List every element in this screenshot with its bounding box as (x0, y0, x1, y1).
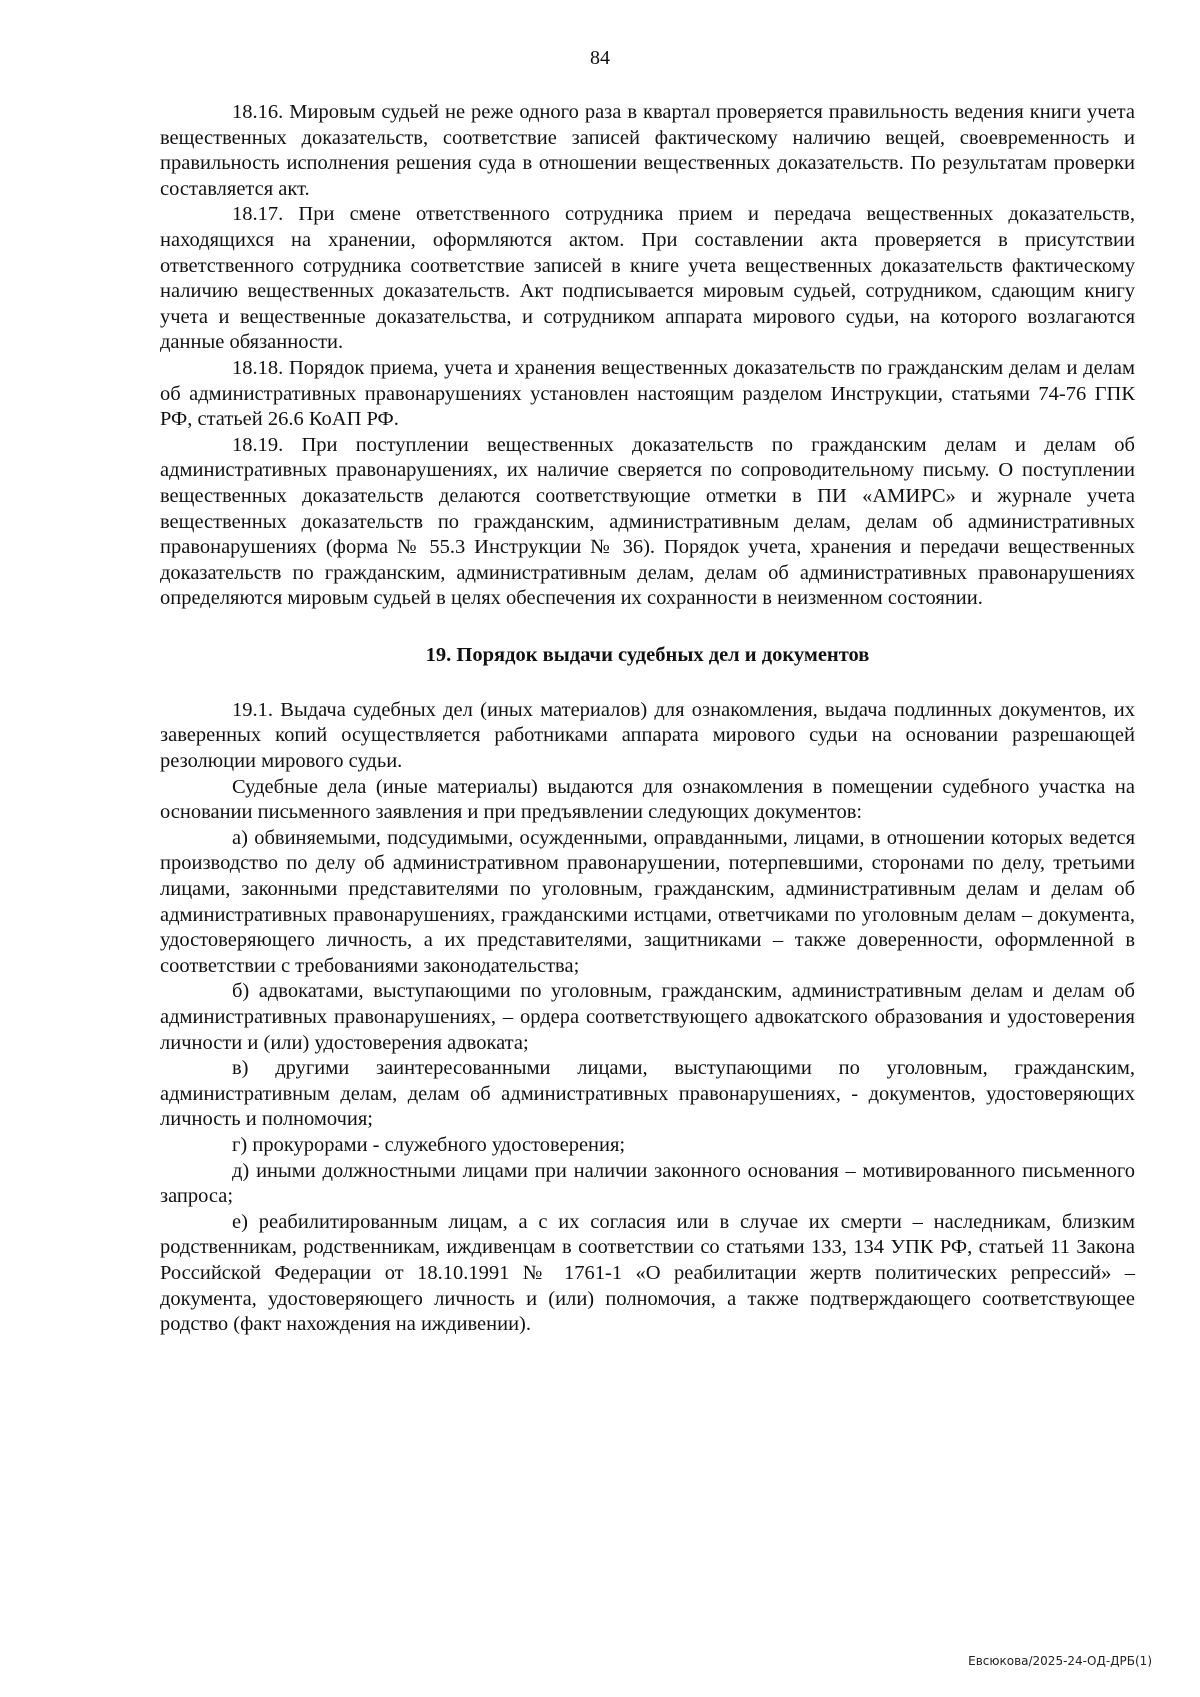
paragraph-18-18: 18.18. Порядок приема, учета и хранения вещественных доказательств по гражданским делам и делам об административных правонарушениях установлен настоящим разделом Инструкции, статьями 74-76 ГПК РФ, статьей 26.6 КоАП РФ. (160, 356, 1135, 431)
list-item-v: в) другими заинтересованными лицами, выступающими по уголовным, гражданским, административным делам, делам об административных правонарушениях, - документов, удостоверяющих личность и полномочия; (160, 1057, 1135, 1131)
page-number: 84 (590, 47, 610, 69)
document-body (160, 100, 1135, 1338)
list-item-a: а) обвиняемыми, подсудимыми, осужденными, оправданными, лицами, в отношении которых ведется производство по делу об административном правонарушении, потерпевшими, сторонами по делу, третьими лицами, законными представителями по уголовным, гражданским, административным делам и делам об административных правонарушениях, гражданскими истцами, ответчиками по уголовным делам – документа, удостоверяющего личность, а их представителями, защитниками – также доверенности, оформленной в соответствии с требованиями законодательства; (160, 826, 1135, 977)
paragraph-19-1: 19.1. Выдача судебных дел (иных материалов) для ознакомления, выдача подлинных документов, их заверенных копий осуществляется работниками аппарата мирового судьи на основании разрешающей резолюции мирового судьи. (160, 698, 1135, 773)
list-item-g: г) прокурорами - служебного удостоверения; (232, 1133, 626, 1156)
paragraph-18-16: 18.16. Мировым судьей не реже одного раза в квартал проверяется правильность ведения книги учета вещественных доказательств, соответствие записей фактическому наличию вещей, своевременность и правильность исполнения решения суда в отношении вещественных доказательств. По результатам проверки составляется акт. (160, 101, 1135, 200)
list-item-b: б) адвокатами, выступающими по уголовным, гражданским, административным делам и делам об административных правонарушениях, – ордера соответствующего адвокатского образования и удостоверения личности и (или) удостоверения адвоката; (160, 980, 1135, 1054)
footer-document-code: Евсюкова/2025-24-ОД-ДРБ(1) (968, 1654, 1152, 1668)
paragraph-18-19: 18.19. При поступлении вещественных доказательств по гражданским делам и делам об административных правонарушениях, их наличие сверяется по сопроводительному письму. О поступлении вещественных доказательств делаются соответствующие отметки в ПИ «АМИРС» и журнале учета вещественных доказательств по гражданским, административным делам, делам об административных правонарушениях (форма № 55.3 Инструкции № 36). Порядок учета, хранения и передачи вещественных доказательств по гражданским, административным делам, делам об административных правонарушениях определяются мировым судьей в целях обеспечения их сохранности в неизменном состоянии. (160, 433, 1135, 610)
paragraph-documents-intro: Судебные дела (иные материалы) выдаются для ознакомления в помещении судебного участка на основании письменного заявления и при предъявлении следующих документов: (160, 775, 1135, 824)
list-item-d: д) иными должностными лицами при наличии законного основания – мотивированного письменного запроса; (160, 1159, 1135, 1208)
section-19-heading: 19. Порядок выдачи судебных дел и документов (425, 643, 870, 666)
paragraph-18-17: 18.17. При смене ответственного сотрудника прием и передача вещественных доказательств, находящихся на хранении, оформляются актом. При составлении акта проверяется в присутствии ответственного сотрудника соответствие записей в книге учета вещественных доказательств фактическому наличию вещественных доказательств. Акт подписывается мировым судьей, сотрудником, сдающим книгу учета и вещественные доказательства, и сотрудником аппарата мирового судьи, на которого возлагаются данные обязанности. (160, 203, 1135, 354)
list-item-e: е) реабилитированным лицам, а с их согласия или в случае их смерти – наследникам, близким родственникам, родственникам, иждивенцам в соответствии со статьями 133, 134 УПК РФ, статьей 11 Закона Российской Федерации от 18.10.1991 № 1761-1 «О реабилитации жертв политических репрессий» – документа, удостоверяющего личность и (или) полномочия, а также подтверждающего соответствующее родство (факт нахождения на иждивении). (160, 1210, 1135, 1336)
